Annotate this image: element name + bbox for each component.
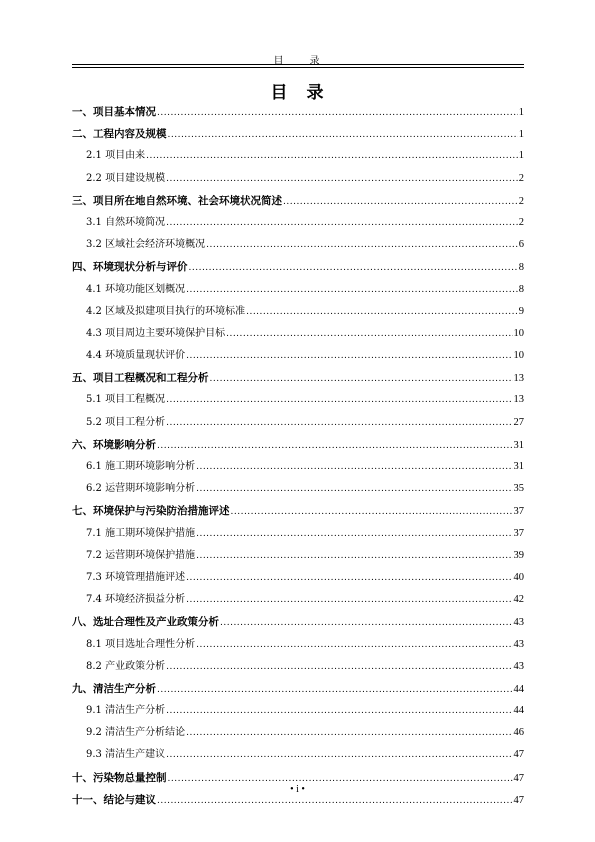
- toc-entry-label: 4.3 项目周边主要环境保护目标: [86, 327, 226, 339]
- toc-chapter-entry[interactable]: [72, 611, 524, 633]
- toc-entry-page: 2: [518, 172, 524, 184]
- toc-dot-leader: [186, 345, 512, 367]
- running-header: 目 录: [273, 56, 322, 67]
- toc-entry-page: 31: [513, 439, 524, 451]
- toc-dot-leader: [196, 634, 512, 656]
- toc-entry-page: 46: [513, 727, 524, 739]
- toc-section-entry[interactable]: [72, 212, 524, 234]
- toc-dot-leader: [210, 368, 513, 390]
- toc-entry-page: 13: [513, 373, 524, 385]
- toc-entry-page: 13: [513, 394, 524, 406]
- toc-section-entry[interactable]: [72, 567, 524, 589]
- toc-entry-label: 4.2 区域及拟建项目执行的环境标准: [86, 305, 246, 317]
- toc-entry-label: 8.1 项目选址合理性分析: [86, 638, 196, 650]
- toc-entry-page: 44: [513, 683, 524, 695]
- toc-dot-leader: [157, 102, 518, 124]
- toc-entry-label: 2.1 项目由来: [86, 150, 146, 162]
- toc-dot-leader: [220, 612, 513, 634]
- toc-section-entry[interactable]: [72, 523, 524, 545]
- toc-chapter-entry[interactable]: [72, 101, 524, 123]
- toc-dot-leader: [186, 279, 518, 301]
- toc-dot-leader: [168, 124, 518, 146]
- toc-entry-label: 7.1 施工期环境保护措施: [86, 527, 196, 539]
- toc-dot-leader: [186, 722, 512, 744]
- toc-entry-label: 9.2 清洁生产分析结论: [86, 727, 186, 739]
- toc-section-entry[interactable]: [72, 634, 524, 656]
- table-of-contents: [72, 101, 524, 811]
- toc-chapter-entry[interactable]: [72, 256, 524, 278]
- toc-entry-label: 8.2 产业政策分析: [86, 660, 166, 672]
- toc-entry-page: 2: [518, 195, 524, 207]
- toc-entry-label: 五、项目工程概况和工程分析: [72, 372, 209, 385]
- toc-title: 目 录: [270, 83, 325, 103]
- toc-entry-label: 5.1 项目工程概况: [86, 394, 166, 406]
- toc-section-entry[interactable]: [72, 589, 524, 611]
- toc-dot-leader: [196, 523, 512, 545]
- toc-dot-leader: [166, 212, 518, 234]
- toc-entry-label: 9.1 清洁生产分析: [86, 705, 166, 717]
- toc-dot-leader: [206, 234, 518, 256]
- toc-entry-page: 1: [518, 107, 524, 118]
- toc-entry-label: 四、环境现状分析与评价: [72, 261, 188, 274]
- toc-dot-leader: [189, 257, 518, 279]
- toc-section-entry[interactable]: [72, 478, 524, 500]
- toc-section-entry[interactable]: [72, 279, 524, 301]
- toc-dot-leader: [166, 168, 518, 190]
- toc-dot-leader: [186, 567, 512, 589]
- toc-entry-page: 39: [513, 549, 524, 561]
- toc-section-entry[interactable]: [72, 234, 524, 256]
- toc-chapter-entry[interactable]: [72, 367, 524, 389]
- toc-entry-label: 7.4 环境经济损益分析: [86, 594, 186, 606]
- toc-chapter-entry[interactable]: [72, 434, 524, 456]
- toc-entry-page: 43: [513, 638, 524, 650]
- toc-entry-page: 10: [513, 350, 524, 362]
- toc-section-entry[interactable]: [72, 412, 524, 434]
- toc-entry-label: 八、选址合理性及产业政策分析: [72, 616, 219, 629]
- header-rule-thin: [72, 67, 524, 68]
- toc-entry-label: 3.1 自然环境简况: [86, 216, 166, 228]
- toc-entry-page: 2: [518, 216, 524, 228]
- toc-entry-label: 九、清洁生产分析: [72, 682, 156, 695]
- toc-entry-page: 43: [513, 617, 524, 629]
- toc-section-entry[interactable]: [72, 323, 524, 345]
- toc-entry-label: 十、污染物总量控制: [72, 771, 167, 784]
- toc-entry-page: 43: [513, 660, 524, 672]
- toc-entry-label: 7.2 运营期环境保护措施: [86, 549, 196, 561]
- toc-dot-leader: [166, 656, 512, 678]
- toc-entry-page: 37: [513, 527, 524, 539]
- toc-dot-leader: [166, 389, 512, 411]
- toc-entry-page: 1: [518, 150, 524, 162]
- toc-entry-label: 十一、结论与建议: [72, 793, 156, 806]
- toc-dot-leader: [186, 589, 512, 611]
- toc-entry-page: 27: [513, 416, 524, 428]
- toc-entry-label: 六、环境影响分析: [72, 438, 156, 451]
- toc-section-entry[interactable]: [72, 389, 524, 411]
- toc-entry-page: 47: [513, 749, 524, 761]
- toc-entry-page: 37: [513, 506, 524, 518]
- toc-entry-label: 七、环境保护与污染防治措施评述: [72, 505, 230, 518]
- toc-chapter-entry[interactable]: [72, 190, 524, 212]
- toc-entry-page: 8: [518, 283, 524, 295]
- toc-dot-leader: [157, 679, 513, 701]
- toc-chapter-entry[interactable]: [72, 678, 524, 700]
- toc-entry-page: 10: [513, 327, 524, 339]
- toc-dot-leader: [231, 501, 513, 523]
- toc-entry-label: 3.2 区域社会经济环境概况: [86, 239, 206, 251]
- toc-entry-page: 35: [513, 483, 524, 495]
- toc-entry-page: 47: [513, 794, 524, 806]
- toc-entry-label: 一、项目基本情况: [72, 106, 156, 118]
- toc-entry-label: 9.3 清洁生产建议: [86, 749, 166, 761]
- toc-dot-leader: [196, 478, 512, 500]
- toc-entry-page: 8: [518, 262, 524, 274]
- toc-section-entry[interactable]: [72, 168, 524, 190]
- toc-dot-leader: [226, 323, 512, 345]
- toc-section-entry[interactable]: [72, 656, 524, 678]
- page-number: • i •: [290, 784, 305, 795]
- toc-entry-page: 31: [513, 461, 524, 472]
- toc-entry-page: 47: [513, 772, 524, 784]
- toc-dot-leader: [166, 700, 512, 722]
- toc-entry-label: 4.1 环境功能区划概况: [86, 283, 186, 295]
- toc-entry-page: 44: [513, 705, 524, 717]
- toc-chapter-entry[interactable]: [72, 500, 524, 522]
- toc-entry-page: 9: [518, 305, 524, 317]
- toc-entry-label: 三、项目所在地自然环境、社会环境状况简述: [72, 194, 282, 207]
- toc-section-entry[interactable]: [72, 145, 524, 167]
- toc-entry-page: 42: [513, 594, 524, 606]
- toc-section-entry[interactable]: [72, 456, 524, 478]
- toc-entry-label: 二、工程内容及规模: [72, 128, 167, 141]
- header-rule-thick: [72, 64, 524, 65]
- toc-entry-label: 5.2 项目工程分析: [86, 416, 166, 428]
- toc-dot-leader: [246, 301, 518, 323]
- toc-entry-label: 6.1 施工期环境影响分析: [86, 461, 196, 472]
- toc-chapter-entry[interactable]: [72, 123, 524, 145]
- toc-dot-leader: [196, 545, 512, 567]
- toc-section-entry[interactable]: [72, 700, 524, 722]
- toc-dot-leader: [283, 191, 518, 213]
- toc-section-entry[interactable]: [72, 345, 524, 367]
- toc-entry-label: 2.2 项目建设规模: [86, 172, 166, 184]
- toc-dot-leader: [166, 412, 512, 434]
- toc-entry-label: 6.2 运营期环境影响分析: [86, 483, 196, 495]
- toc-dot-leader: [146, 145, 518, 167]
- toc-entry-label: 7.3 环境管理措施评述: [86, 571, 186, 583]
- toc-entry-page: 40: [513, 571, 524, 583]
- toc-dot-leader: [157, 435, 513, 457]
- toc-section-entry[interactable]: [72, 301, 524, 323]
- toc-section-entry[interactable]: [72, 722, 524, 744]
- toc-section-entry[interactable]: [72, 744, 524, 766]
- toc-entry-page: 1: [518, 129, 524, 141]
- toc-entry-label: 4.4 环境质量现状评价: [86, 350, 186, 362]
- toc-dot-leader: [196, 456, 512, 478]
- toc-section-entry[interactable]: [72, 545, 524, 567]
- toc-entry-page: 6: [518, 239, 524, 251]
- toc-dot-leader: [166, 744, 512, 766]
